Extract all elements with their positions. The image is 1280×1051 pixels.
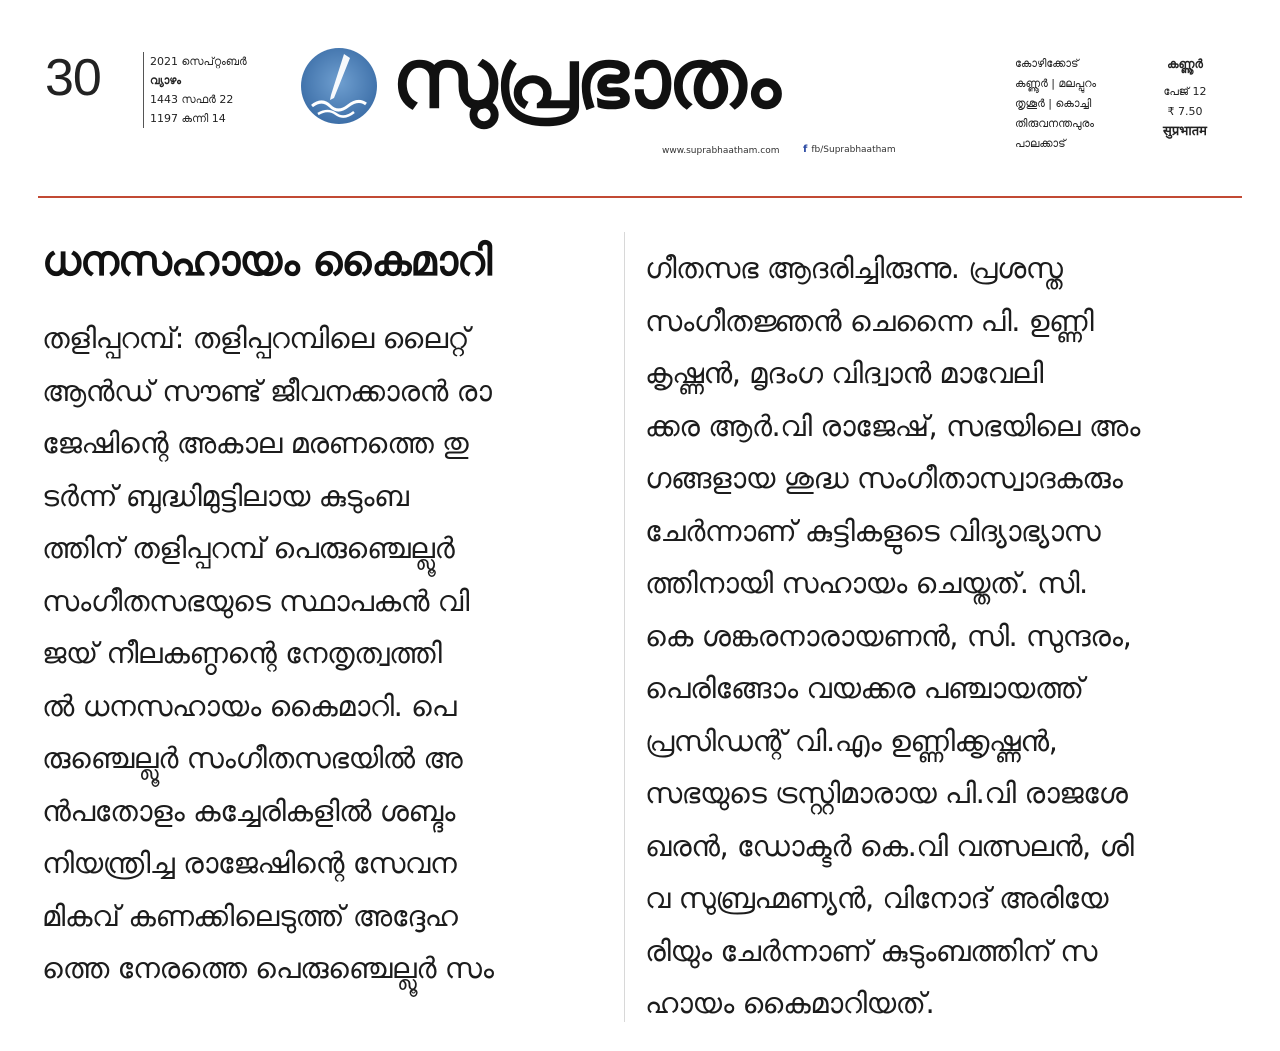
edition-item: തിരുവനന്തപുരം	[1015, 117, 1094, 130]
pen-water-logo-icon	[300, 40, 378, 132]
article-text-line: പെരിങ്ങോം വയക്കര പഞ്ചായത്ത്	[645, 671, 1084, 705]
masthead-divider	[38, 196, 1242, 198]
article-text-line: സംഗീതസഭയുടെ സ്ഥാപകൻ വി	[42, 583, 469, 618]
article-text-line: ൻപതോളം കച്ചേരികളിൽ ശബ്ദം	[42, 793, 455, 828]
article-text-line: സംഗീതജ്ഞൻ ചെന്നൈ പി. ഉണ്ണി	[645, 303, 1094, 338]
edition-item: കണ്ണൂർ | മലപ്പുറം	[1015, 77, 1097, 90]
article-text-line: ഗങ്ങളായ ശുദ്ധ സംഗീതാസ്വാദകരും	[645, 461, 1123, 495]
article-text-line: ത്തെ നേരത്തെ പെരുഞ്ചെല്ലൂർ സം	[42, 951, 494, 985]
edition-info	[1145, 54, 1225, 142]
article-text-line: മികവ് കണക്കിലെടുത്ത് അദ്ദേഹ	[42, 898, 458, 933]
price: ₹ 7.50	[1167, 105, 1203, 118]
newspaper-title: സുപ്രഭാതം	[392, 32, 779, 127]
facebook-handle	[803, 144, 896, 155]
date-line-weekday: വ്യാഴം	[150, 74, 182, 87]
article-text-line: ഗീതസഭ ആദരിച്ചിരുന്നു. പ്രശസ്ത	[645, 251, 1063, 285]
article-text-line: ഹായം കൈമാറിയത്.	[645, 986, 935, 1020]
article-column-left	[42, 312, 602, 995]
facebook-text: fb/Suprabhaatham	[811, 144, 896, 155]
article-text-line: കൃഷ്ണൻ, മൃദംഗ വിദ്വാൻ മാവേലി	[645, 356, 1043, 390]
article-text-line: പ്രസിഡന്റ് വി.എം ഉണ്ണിക്കൃഷ്ണൻ,	[645, 723, 1058, 758]
article-text-line: ൽ ധനസഹായം കൈമാറി. പെ	[42, 688, 457, 723]
article-text-line: ക്കര ആർ.വി രാജേഷ്, സഭയിലെ അം	[645, 408, 1140, 443]
date-line-hijri: 1443 സഫർ 22	[150, 93, 234, 106]
article-text-line: ആൻഡ് സൗണ്ട് ജീവനക്കാരൻ രാ	[42, 373, 492, 408]
edition-city: കണ്ണൂർ	[1167, 57, 1203, 71]
article-text-line: നിയന്ത്രിച്ച രാജേഷിന്റെ സേവന	[42, 846, 457, 880]
article-headline: ധനസഹായം കൈമാറി	[42, 236, 492, 285]
article-text-line: സഭയുടെ ട്രസ്റ്റിമാരായ പി.വി രാജശേ	[645, 776, 1128, 810]
article-text-line: രിയും ചേർന്നാണ് കുടുംബത്തിന് സ	[645, 933, 1097, 968]
edition-item: കോഴിക്കോട്	[1015, 57, 1079, 70]
edition-item: പാലക്കാട്	[1015, 137, 1066, 150]
page-number: പേജ് 12	[1163, 85, 1207, 98]
article-text-line: ടർന്ന് ബുദ്ധിമുട്ടിലായ കുടുംബ	[42, 478, 409, 513]
date-number: 30	[45, 49, 101, 107]
article-text-line: വ സുബ്രഹ്മണ്യൻ, വിനോദ് അരിയേ	[645, 881, 1109, 915]
article-text-line: ഖരൻ, ഡോക്ടർ കെ.വി വത്സലൻ, ശി	[645, 828, 1134, 863]
edition-list	[1015, 54, 1096, 154]
article-text-line: തളിപ്പറമ്പ്: തളിപ്പറമ്പിലെ ലൈറ്റ്	[42, 321, 469, 355]
article-text-line: ചേർന്നാണ് കുട്ടികളുടെ വിദ്യാഭ്യാസ	[645, 513, 1101, 548]
website-url: www.suprabhaatham.com	[662, 146, 780, 156]
hindi-name: सुप्रभातम	[1163, 124, 1207, 139]
article-column-right	[645, 242, 1205, 1030]
article-text-line: കെ ശങ്കരനാരായണൻ, സി. സുന്ദരം,	[645, 618, 1132, 653]
date-line-gregorian: 2021 സെപ്റ്റംബർ	[150, 55, 247, 68]
date-block	[143, 52, 247, 128]
column-separator	[624, 232, 625, 1022]
article-text-line: ജയ് നീലകണ്ഠന്റെ നേതൃത്വത്തി	[42, 636, 442, 670]
facebook-icon: f	[803, 144, 808, 155]
article-text-line: ത്തിനായി സഹായം ചെയ്തത്. സി.	[645, 566, 1088, 600]
edition-item: തൃശൂർ | കൊച്ചി	[1015, 97, 1092, 110]
article-text-line: ത്തിന് തളിപ്പറമ്പ് പെരുഞ്ചെല്ലൂർ	[42, 531, 455, 565]
article-text-line: ജേഷിന്റെ അകാല മരണത്തെ തു	[42, 426, 469, 460]
date-line-malayalam-era: 1197 കന്നി 14	[150, 112, 226, 125]
article-text-line: രുഞ്ചെല്ലൂർ സംഗീതസഭയിൽ അ	[42, 741, 463, 775]
